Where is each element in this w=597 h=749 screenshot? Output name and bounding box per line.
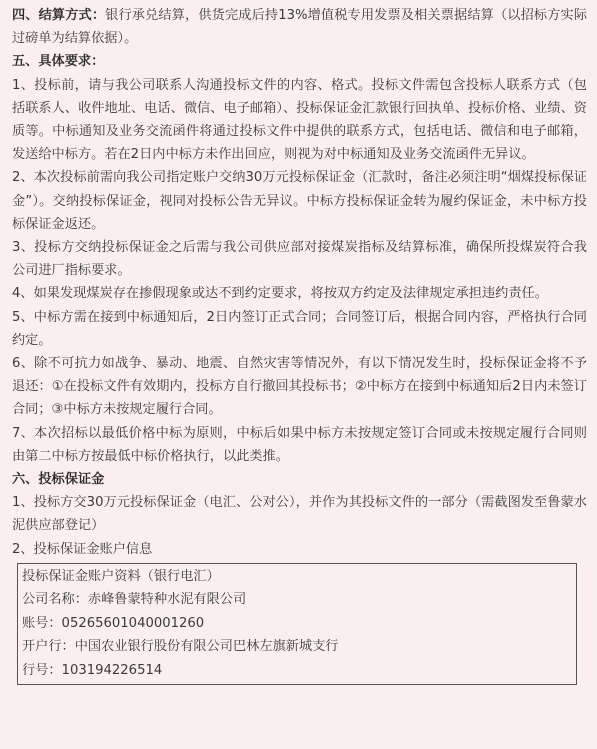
section-6-heading: 六、投标保证金: [12, 472, 105, 488]
section-5-item-6: 6、除不可抗力如战争、暴动、地震、自然灾害等情况外，有以下情况发生时，投标保证金将不予退还：①在投标文件有效期内，投标方自行撤回其投标书；②中标方在接到中标通知后2日内未签订合同；③中标方未按规定履行合同。: [12, 356, 587, 418]
section-5-item-1: 1、投标前，请与我公司联系人沟通投标文件的内容、格式。投标文件需包含投标人联系方式（包括联系人、收件地址、电话、微信、电子邮箱）、投标保证金汇款银行回执单、投标价格、业绩、资质等。中标通知及业务交流函件将通过投标文件中提供的联系方式，包括电话、微信和电子邮箱，发送给中标方。若在2日内中标方未作出回应，则视为对中标通知及业务交流函件无异议。: [12, 77, 587, 163]
account-info-box: [17, 563, 577, 685]
section-4-heading: 四、结算方式：: [12, 8, 106, 23]
section-5-heading: 五、具体要求：: [12, 54, 105, 70]
section-5-item-2: 2、本次投标前需向我公司指定账户交纳30万元投标保证金（汇款时，备注必须注明“烟煤投标保证金”）。交纳投标保证金，视同对投标公告无异议。中标方投标保证金转为履约保证金，未中标方投标保证金返还。: [12, 170, 587, 232]
account-company-name: 公司名称：赤峰鲁蒙特种水泥有限公司: [22, 592, 247, 608]
account-bank-code: 行号：103194226514: [22, 662, 163, 678]
section-6-item-1: 1、投标方交30万元投标保证金（电汇、公对公），并作为其投标文件的一部分（需截图发至鲁蒙水泥供应部登记）: [12, 495, 587, 534]
account-bank: 开户行：中国农业银行股份有限公司巴林左旗新城支行: [22, 639, 339, 655]
section-5-item-7: 7、本次招标以最低价格中标为原则，中标后如果中标方未按规定签订合同或未按规定履行合同则由第二中标方按最低中标价格执行，以此类推。: [12, 425, 587, 464]
account-number: 账号：05265601040001260: [22, 615, 205, 631]
section-5-item-3: 3、投标方交纳投标保证金之后需与我公司供应部对接煤炭指标及结算标准，确保所投煤炭符合我公司进厂指标要求。: [12, 240, 587, 279]
section-6-item-2: 2、投标保证金账户信息: [12, 541, 153, 557]
section-4-paragraph: [12, 4, 587, 50]
section-4-text: 银行承兑结算，供货完成后持13%增值税专用发票及相关票据结算（以招标方实际过磅单为结算依据）。: [12, 8, 588, 47]
section-5-item-5: 5、中标方需在接到中标通知后，2日内签订正式合同；合同签订后，根据合同内容，严格执行合同约定。: [12, 309, 587, 348]
section-5-item-4: 4、如果发现煤炭存在掺假现象或达不到约定要求，将按双方约定及法律规定承担违约责任。: [12, 286, 548, 302]
account-box-title: 投标保证金账户资料（银行电汇）: [22, 568, 220, 584]
